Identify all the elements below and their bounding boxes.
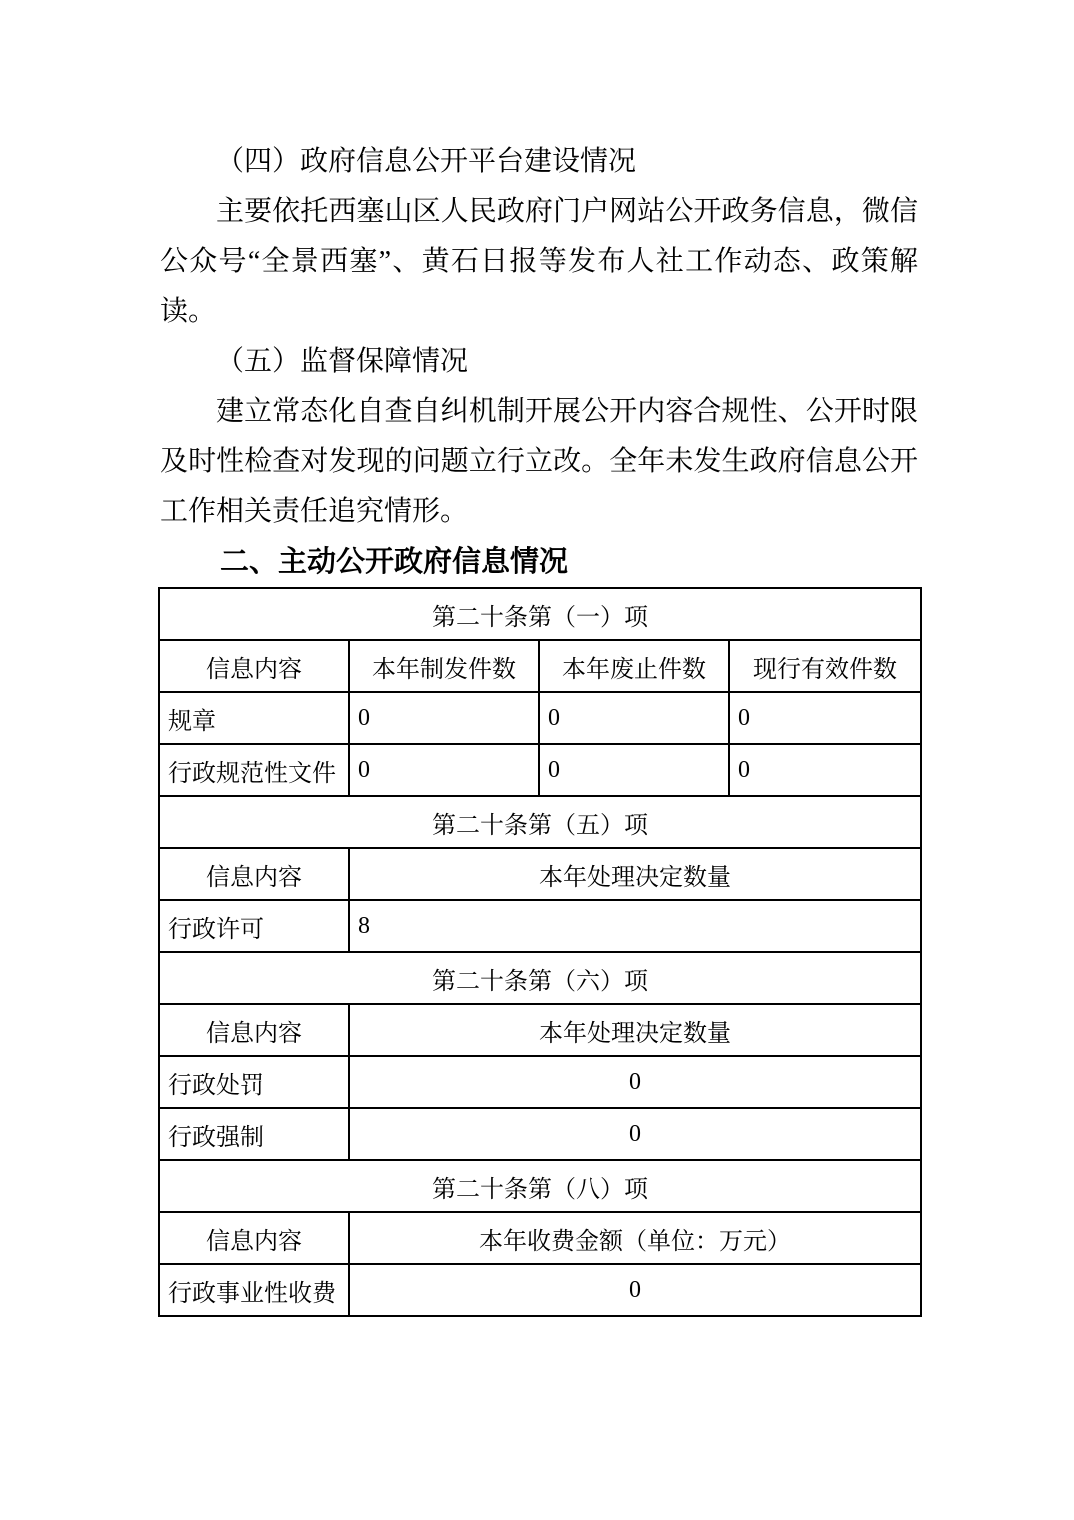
row-label: 行政事业性收费 xyxy=(159,1264,349,1316)
cell-value: 8 xyxy=(349,900,921,952)
section2-header: 第二十条第（五）项 xyxy=(159,796,921,848)
table-row-section1-columns xyxy=(159,640,921,692)
row-label: 行政处罚 xyxy=(159,1056,349,1108)
cell-value: 0 xyxy=(729,744,921,796)
row-label: 行政强制 xyxy=(159,1108,349,1160)
table-row-normative-documents xyxy=(159,744,921,796)
cell-value: 0 xyxy=(539,692,729,744)
cell-value: 0 xyxy=(349,692,539,744)
section3-header: 第二十条第（六）项 xyxy=(159,952,921,1004)
section1-col-header-2: 本年废止件数 xyxy=(539,640,729,692)
table-row-section2-header xyxy=(159,796,921,848)
row-label: 行政许可 xyxy=(159,900,349,952)
paragraph-platform-body: 主要依托西塞山区人民政府门户网站公开政务信息，微信公众号“全景西塞”、黄石日报等发布人社工作动态、政策解读。 xyxy=(160,196,918,327)
section1-header: 第二十条第（一）项 xyxy=(159,588,921,640)
paragraph-supervision-body: 建立常态化自查自纠机制开展公开内容合规性、公开时限及时性检查对发现的问题立行立改。全年未发生政府信息公开工作相关责任追究情形。 xyxy=(160,396,918,527)
row-label: 行政规范性文件 xyxy=(159,744,349,796)
table-row-admin-penalty xyxy=(159,1056,921,1108)
cell-value: 0 xyxy=(349,1264,921,1316)
section1-col-header-0: 信息内容 xyxy=(159,640,349,692)
section4-col-header-0: 信息内容 xyxy=(159,1212,349,1264)
document-content xyxy=(160,137,918,1317)
section3-col-header-0: 信息内容 xyxy=(159,1004,349,1056)
section4-header: 第二十条第（八）项 xyxy=(159,1160,921,1212)
cell-value: 0 xyxy=(539,744,729,796)
cell-value: 0 xyxy=(729,692,921,744)
section1-col-header-3: 现行有效件数 xyxy=(729,640,921,692)
table-row-regulations xyxy=(159,692,921,744)
table-row-section4-columns xyxy=(159,1212,921,1264)
paragraph-supervision-heading: （五）监督保障情况 xyxy=(216,346,469,377)
table-row-section2-columns xyxy=(159,848,921,900)
section-two-heading: 二、主动公开政府信息情况 xyxy=(220,546,569,578)
paragraph-platform-heading: （四）政府信息公开平台建设情况 xyxy=(216,146,637,177)
table-row-section1-header xyxy=(159,588,921,640)
section2-col-header-1: 本年处理决定数量 xyxy=(349,848,921,900)
cell-value: 0 xyxy=(349,1056,921,1108)
table-row-admin-fees xyxy=(159,1264,921,1316)
section3-col-header-1: 本年处理决定数量 xyxy=(349,1004,921,1056)
section2-col-header-0: 信息内容 xyxy=(159,848,349,900)
table-row-section3-header xyxy=(159,952,921,1004)
row-label: 规章 xyxy=(159,692,349,744)
section1-col-header-1: 本年制发件数 xyxy=(349,640,539,692)
table-row-section3-columns xyxy=(159,1004,921,1056)
table-row-admin-coercion xyxy=(159,1108,921,1160)
disclosure-table xyxy=(158,587,922,1317)
cell-value: 0 xyxy=(349,744,539,796)
cell-value: 0 xyxy=(349,1108,921,1160)
table-row-admin-license xyxy=(159,900,921,952)
table-row-section4-header xyxy=(159,1160,921,1212)
section4-col-header-1: 本年收费金额（单位：万元） xyxy=(349,1212,921,1264)
